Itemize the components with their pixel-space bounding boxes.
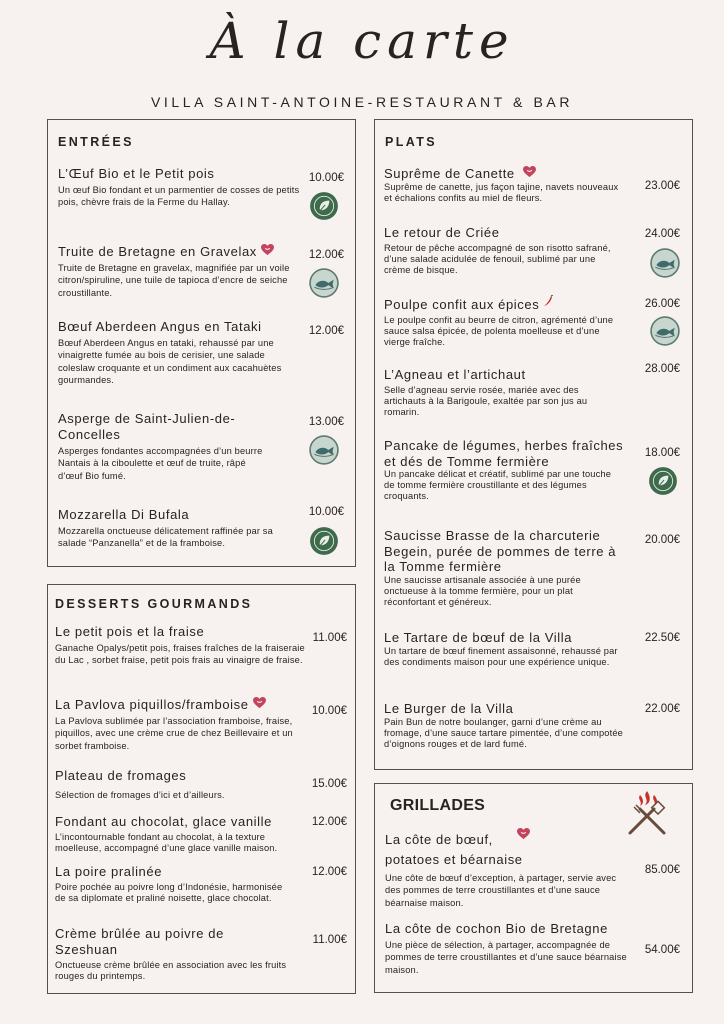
item-name: Le Burger de la Villa (384, 701, 514, 716)
item-price: 10.00€ (311, 705, 347, 717)
item-price: 28.00€ (644, 363, 680, 375)
vegetarian-icon (309, 526, 339, 556)
item-description: L’incontournable fondant au chocolat, à la texture moelleuse, accompagné d’une glace vanille maison. (55, 832, 278, 853)
item-name: La côte de cochon Bio de Bretagne (385, 921, 608, 936)
menu-item (384, 528, 628, 608)
restaurant-name: VILLA SAINT-ANTOINE-RESTAURANT & BAR (150, 94, 574, 110)
item-price: 10.00€ (308, 172, 344, 184)
vegetarian-icon (648, 466, 678, 496)
item-description: Bœuf Aberdeen Angus en tataki, rehaussé par une vinaigrette fumée au bois de cerisier, une salade coleslaw croquante et un condiment aux cacahuètes gourmandes. (58, 338, 282, 386)
item-name: Bœuf Aberdeen Angus en Tataki (58, 319, 262, 334)
chili-icon (542, 295, 554, 307)
menu-item (55, 864, 299, 904)
menu-title: À la carte (209, 12, 515, 70)
item-description: La Pavlova sublimée par l’association framboise, fraise, piquillos, avec une crème crue de chez Beillevaire et un sorbet framboise. (55, 716, 293, 751)
plats-heading: PLATS (385, 135, 438, 149)
item-name: Poulpe confit aux épices (384, 295, 624, 313)
menu-item (384, 166, 620, 204)
menu-item (384, 438, 628, 502)
menu-item (58, 507, 294, 550)
item-description: Une côte de bœuf d’exception, à partager, servie avec des pommes de terre croustillantes et d’une sauce béarnaise maison. (385, 873, 617, 908)
heart-icon (517, 828, 530, 840)
item-name: Fondant au chocolat, glace vanille (55, 814, 272, 829)
menu-item (55, 768, 299, 801)
entrees-heading: ENTRÉES (58, 135, 134, 149)
sustainable-fish-icon (309, 435, 339, 465)
menu-item (384, 295, 624, 348)
menu-item (55, 814, 303, 854)
menu-item (384, 630, 632, 668)
item-name: Saucisse Brasse de la charcuterie Begein, purée de pommes de terre à la Tomme fermière (384, 528, 617, 574)
sustainable-fish-icon (650, 248, 680, 278)
item-price: 15.00€ (311, 778, 347, 790)
menu-item (58, 244, 304, 299)
item-price: 10.00€ (308, 506, 344, 518)
item-name: La poire pralinée (55, 864, 163, 879)
sustainable-fish-icon (309, 268, 339, 298)
menu-item (55, 624, 305, 667)
item-description: Une pièce de sélection, à partager, accompagnée de pommes de terre croustillantes et d’une sauce béarnaise maison. (385, 940, 627, 975)
item-name: La côte de bœuf, potatoes et béarnaise (385, 832, 523, 867)
item-price: 26.00€ (644, 298, 680, 310)
menu-item (384, 367, 624, 418)
item-name: Asperge de Saint-Julien-de-Concelles (58, 411, 236, 442)
item-price: 20.00€ (644, 534, 680, 546)
item-price: 11.00€ (312, 934, 347, 946)
item-name: Le Tartare de bœuf de la Villa (384, 630, 573, 645)
item-price: 85.00€ (644, 864, 680, 876)
item-price: 12.00€ (308, 249, 344, 261)
item-price: 18.00€ (644, 447, 680, 459)
vegetarian-icon (309, 191, 339, 221)
item-description: Un œuf Bio fondant et un parmentier de cosses de petits pois, chèvre frais de la Ferme du Hallay. (58, 185, 300, 208)
item-price: 12.00€ (311, 816, 347, 828)
menu-item (384, 701, 632, 750)
item-description: Mozzarella onctueuse délicatement raffinée par sa salade “Panzanella” et de la framboise. (58, 526, 273, 549)
menu-item (55, 697, 299, 752)
item-description: Retour de pêche accompagné de son risotto safrané, d’une salade acidulée de fenouil, sublimé par une crème de bisque. (384, 243, 611, 275)
item-price: 22.50€ (644, 632, 680, 644)
item-description: Suprême de canette, jus façon tajine, navets nouveaux et échalions confits au miel de fleurs. (384, 182, 619, 203)
item-name: Suprême de Canette (384, 166, 620, 182)
item-description: Asperges fondantes accompagnées d’un beurre Nantais à la ciboulette et œuf de truite, râpé d’œuf Bio fumé. (58, 446, 263, 481)
item-name: Le retour de Criée (384, 225, 500, 240)
desserts-heading: DESSERTS GOURMANDS (55, 597, 253, 611)
item-description: Un pancake délicat et créatif, sublimé par une touche de tomme fermière croustillante et des légumes croquants. (384, 469, 612, 501)
item-description: Une saucisse artisanale associée à une purée onctueuse à la tomme fermière, pour un plat réconfortant et généreux. (384, 574, 581, 607)
heart-icon (261, 244, 274, 256)
menu-item (385, 830, 635, 909)
item-description: Pain Bun de notre boulanger, garni d’une crème au fromage, d’une sauce tartare pimentée, d’une compotée d’oignons rouges et de lard fumé. (384, 717, 623, 749)
item-name: L’Œuf Bio et le Petit pois (58, 166, 215, 181)
item-description: Ganache Opalys/petit pois, fraises fraîches de la fraiseraie du Lac , sorbet fraise, petit pois frais au vinaigre de fraise. (55, 643, 305, 666)
item-description: Onctueuse crème brûlée en association avec les fruits rouges du printemps. (55, 960, 287, 981)
item-description: Sélection de fromages d’ici et d’ailleurs. (55, 790, 225, 800)
item-price: 12.00€ (311, 866, 347, 878)
heart-icon (523, 166, 536, 178)
item-name: La Pavlova piquillos/framboise (55, 697, 299, 713)
menu-item (55, 926, 287, 982)
item-price: 11.00€ (312, 632, 347, 644)
item-description: Un tartare de bœuf finement assaisonné, rehaussé par des condiments maison pour une expérience unique. (384, 646, 618, 667)
item-name: Truite de Bretagne en Gravelax (58, 244, 304, 260)
item-name: Pancake de légumes, herbes fraîches et dés de Tomme fermière (384, 438, 624, 469)
item-description: Truite de Bretagne en gravelax, magnifiée par un voile citron/spiruline, une tuile de tapioca d’encre de seiche croustillante. (58, 263, 290, 298)
menu-item (58, 319, 290, 387)
item-price: 13.00€ (308, 416, 344, 428)
item-name: L’Agneau et l’artichaut (384, 367, 526, 382)
menu-item (58, 166, 302, 209)
heart-icon (253, 697, 266, 709)
item-price: 23.00€ (644, 180, 680, 192)
sustainable-fish-icon (650, 316, 680, 346)
item-name: Le petit pois et la fraise (55, 624, 205, 639)
menu-item (58, 411, 268, 482)
item-name: Crème brûlée au poivre de Szeshuan (55, 926, 224, 957)
menu-item (384, 225, 620, 276)
item-name: Plateau de fromages (55, 768, 187, 783)
item-price: 54.00€ (644, 944, 680, 956)
item-price: 22.00€ (644, 703, 680, 715)
item-name: Mozzarella Di Bufala (58, 507, 190, 522)
item-description: Selle d’agneau servie rosée, mariée avec des artichauts à la Barigoule, exaltée par son jus au romarin. (384, 385, 588, 417)
item-description: Poire pochée au poivre long d’Indonésie, harmonisée de sa diplomate et praliné noisette, glace chocolat. (55, 882, 283, 903)
menu-item (385, 921, 635, 976)
item-price: 24.00€ (644, 228, 680, 240)
item-price: 12.00€ (308, 325, 344, 337)
item-description: Le poulpe confit au beurre de citron, agrémenté d’une sauce salsa épicée, de polenta moelleuse et d’une vierge fraîche. (384, 315, 614, 347)
grillades-heading: GRILLADES (390, 797, 486, 814)
